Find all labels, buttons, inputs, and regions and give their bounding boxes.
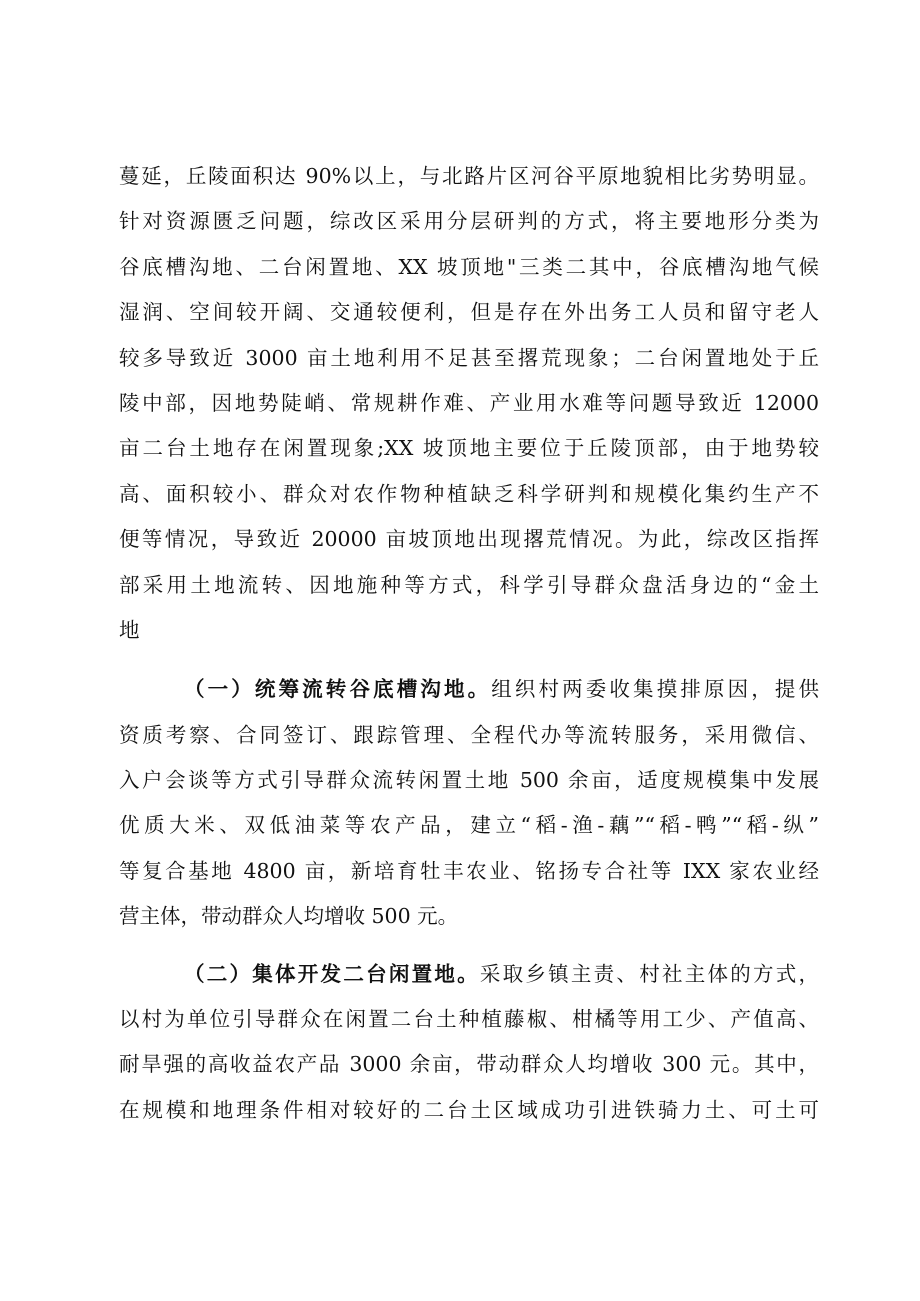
text-line: 入户会谈等方式引导群众流转闲置土地 500 余亩，适度规模集中发展 (119, 768, 819, 793)
text-line: 等复合基地 4800 亩，新培育牡丰农业、铭扬专合社等 IXX 家农业经 (119, 858, 819, 883)
text-line: 谷底槽沟地、二台闲置地、XX 坡顶地"三类二其中，谷底槽沟地气候 (119, 254, 819, 279)
text-run: 组织村两委收集摸排原因，提供 (491, 677, 819, 702)
document-body (119, 154, 819, 1133)
paragraph-valley-land (119, 667, 819, 939)
text-line: 陵中部，因地势陡峭、常规耕作难、产业用水难等问题导致近 12000 (119, 390, 819, 415)
section-heading: （二）集体开发二台闲置地。 (184, 961, 480, 986)
text-run: 采取乡镇主责、村社主体的方式， (479, 961, 820, 986)
text-line (119, 667, 819, 712)
text-line: 以村为单位引导群众在闲置二台土种植藤椒、柑橘等用工少、产值高、 (119, 1007, 819, 1032)
text-line: 营主体，带动群众人均增收 500 元。 (119, 904, 459, 929)
text-line: 较多导致近 3000 亩土地利用不足甚至撂荒现象；二台闲置地处于丘 (119, 345, 819, 370)
text-line (119, 952, 819, 997)
text-line: 亩二台土地存在闲置现象;XX 坡顶地主要位于丘陵顶部，由于地势较 (119, 436, 819, 461)
text-line: 部采用土地流转、因地施种等方式，科学引导群众盘活身边的“金土 (119, 572, 819, 597)
text-line: 在规模和地理条件相对较好的二台土区域成功引进铁骑力土、可土可 (119, 1097, 819, 1122)
text-line: 优质大米、双低油菜等农产品，建立“稻-渔-藕”“稻-鸭”“稻-纵” (119, 813, 819, 838)
text-line: 便等情况，导致近 20000 亩坡顶地出现撂荒情况。为此，综改区指挥 (119, 527, 819, 552)
section-heading: （一）统筹流转谷底槽沟地。 (184, 677, 492, 702)
text-line: 地 (119, 617, 140, 642)
text-line: 资质考察、合同签订、跟踪管理、全程代办等流转服务，采用微信、 (119, 722, 819, 747)
paragraph-idle-land (119, 952, 819, 1134)
text-line: 湿润、空间较开阔、交通较便利，但是存在外出务工人员和留守老人 (119, 300, 819, 325)
text-line: 蔓延，丘陵面积达 90%以上，与北路片区河谷平原地貌相比劣势明显。 (119, 164, 819, 188)
text-line: 针对资源匮乏问题，综改区采用分层研判的方式，将主要地形分类为 (119, 209, 819, 234)
text-line: 耐旱强的高收益农产品 3000 余亩，带动群众人均增收 300 元。其中， (119, 1052, 819, 1077)
paragraph-resource-analysis (119, 154, 819, 653)
text-line: 高、面积较小、群众对农作物种植缺乏科学研判和规模化集约生产不 (119, 481, 819, 506)
